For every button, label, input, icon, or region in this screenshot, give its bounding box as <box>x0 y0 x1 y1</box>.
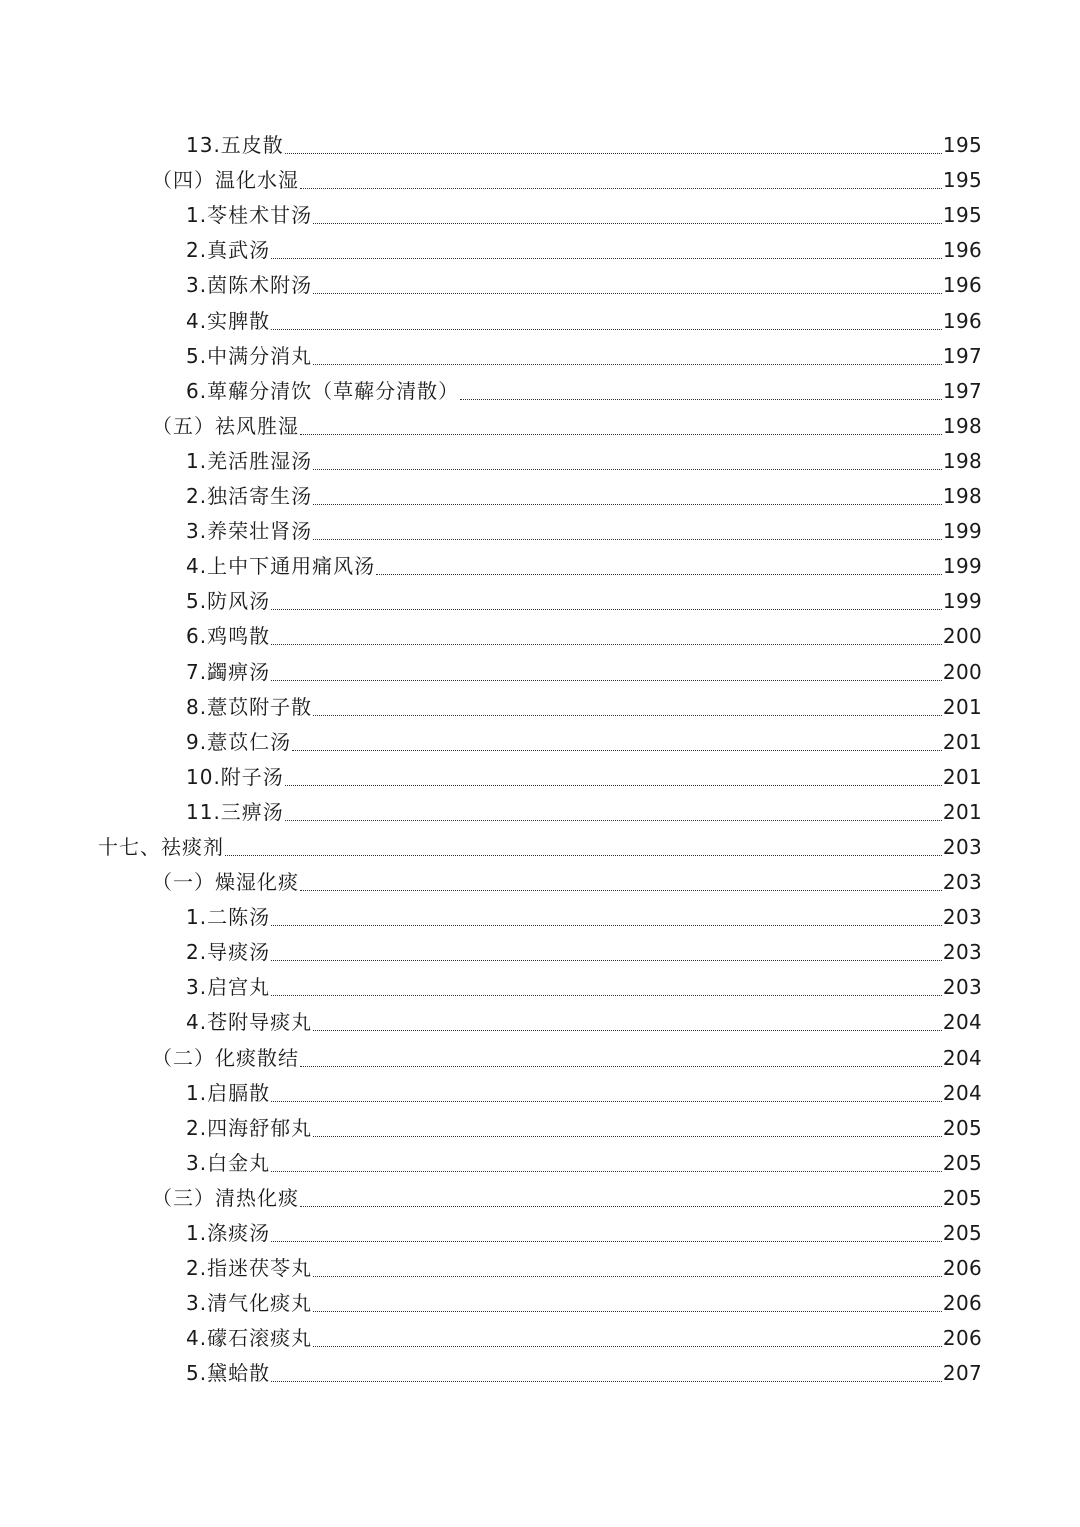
toc-entry-page-number: 195 <box>942 168 982 193</box>
toc-entry-page-number: 205 <box>942 1150 982 1175</box>
dot-leader <box>271 609 942 610</box>
toc-entry[interactable] <box>0 1074 1080 1109</box>
toc-entry[interactable] <box>0 1214 1080 1249</box>
dot-leader <box>271 1101 942 1102</box>
toc-entry-page-number: 204 <box>942 1080 982 1105</box>
toc-entry-page-number: 206 <box>942 1326 982 1351</box>
toc-entry[interactable] <box>0 231 1080 266</box>
toc-entry-page-number: 206 <box>942 1291 982 1316</box>
toc-entry[interactable] <box>0 617 1080 652</box>
toc-entry-page-number: 197 <box>942 343 982 368</box>
toc-entry[interactable] <box>0 793 1080 828</box>
toc-entry-page-number: 195 <box>942 133 982 158</box>
toc-entry-page-number: 198 <box>942 448 982 473</box>
toc-entry-title: 4.礞石滚痰丸 <box>186 1326 313 1351</box>
toc-entry-title: 2.真武汤 <box>186 238 271 263</box>
toc-entry-page-number: 203 <box>942 905 982 930</box>
dot-leader <box>271 995 942 996</box>
dot-leader <box>460 399 942 400</box>
toc-entry[interactable] <box>0 898 1080 933</box>
dot-leader <box>313 223 942 224</box>
toc-entry-title: 3.养荣壮肾汤 <box>186 519 313 544</box>
dot-leader <box>271 1171 942 1172</box>
dot-leader <box>313 539 942 540</box>
toc-entry[interactable] <box>0 933 1080 968</box>
toc-entry[interactable] <box>0 758 1080 793</box>
toc-entry-title: 8.薏苡附子散 <box>186 694 313 719</box>
toc-entry[interactable] <box>0 196 1080 231</box>
toc-entry[interactable] <box>0 828 1080 863</box>
toc-entry-title: 13.五皮散 <box>186 133 284 158</box>
toc-entry[interactable] <box>0 161 1080 196</box>
toc-entry[interactable] <box>0 582 1080 617</box>
toc-entry[interactable] <box>0 126 1080 161</box>
toc-entry-page-number: 200 <box>942 624 982 649</box>
dot-leader <box>313 1030 942 1031</box>
toc-entry[interactable] <box>0 723 1080 758</box>
toc-entry-title: 2.独活寄生汤 <box>186 484 313 509</box>
toc-entry[interactable] <box>0 1144 1080 1179</box>
toc-entry-title: 2.指迷茯苓丸 <box>186 1256 313 1281</box>
toc-entry-page-number: 204 <box>942 1010 982 1035</box>
toc-entry-title: 4.苍附导痰丸 <box>186 1010 313 1035</box>
toc-entry-title: 1.羌活胜湿汤 <box>186 448 313 473</box>
dot-leader <box>313 469 942 470</box>
toc-entry-page-number: 203 <box>942 870 982 895</box>
toc-entry[interactable] <box>0 372 1080 407</box>
toc-entry-title: 十七、祛痰剂 <box>98 834 224 859</box>
dot-leader <box>300 890 942 891</box>
toc-entry-page-number: 197 <box>942 378 982 403</box>
toc-entry-title: （一）燥湿化痰 <box>152 870 299 895</box>
toc-entry-page-number: 201 <box>942 729 982 754</box>
dot-leader <box>271 258 942 259</box>
toc-entry-title: 5.中满分消丸 <box>186 343 313 368</box>
dot-leader <box>225 855 942 856</box>
toc-entry[interactable] <box>0 1179 1080 1214</box>
toc-entry-title: 6.萆薢分清饮（草薢分清散） <box>186 378 460 403</box>
table-of-contents <box>0 126 1080 1389</box>
toc-entry[interactable] <box>0 863 1080 898</box>
toc-entry[interactable] <box>0 407 1080 442</box>
toc-entry[interactable] <box>0 266 1080 301</box>
toc-entry-title: 9.薏苡仁汤 <box>186 729 292 754</box>
dot-leader <box>292 750 942 751</box>
toc-entry-page-number: 203 <box>942 940 982 965</box>
dot-leader <box>313 715 942 716</box>
toc-entry-title: 1.二陈汤 <box>186 905 271 930</box>
dot-leader <box>313 293 942 294</box>
toc-entry[interactable] <box>0 442 1080 477</box>
toc-entry[interactable] <box>0 652 1080 687</box>
toc-entry-page-number: 199 <box>942 554 982 579</box>
toc-entry-title: 2.四海舒郁丸 <box>186 1115 313 1140</box>
toc-entry-title: 2.导痰汤 <box>186 940 271 965</box>
dot-leader <box>313 1311 942 1312</box>
toc-entry-page-number: 198 <box>942 484 982 509</box>
toc-entry[interactable] <box>0 1319 1080 1354</box>
toc-entry-page-number: 201 <box>942 694 982 719</box>
toc-entry[interactable] <box>0 1354 1080 1389</box>
toc-entry[interactable] <box>0 688 1080 723</box>
dot-leader <box>313 1346 942 1347</box>
toc-entry[interactable] <box>0 1038 1080 1073</box>
toc-entry-title: 5.防风汤 <box>186 589 271 614</box>
toc-entry-page-number: 207 <box>942 1361 982 1386</box>
toc-entry-page-number: 196 <box>942 273 982 298</box>
dot-leader <box>376 574 942 575</box>
toc-entry-title: 11.三痹汤 <box>186 799 284 824</box>
toc-entry-page-number: 199 <box>942 519 982 544</box>
toc-entry-page-number: 195 <box>942 203 982 228</box>
dot-leader <box>300 188 942 189</box>
dot-leader <box>285 785 942 786</box>
dot-leader <box>313 1276 942 1277</box>
toc-entry-title: 6.鸡鸣散 <box>186 624 271 649</box>
dot-leader <box>271 1241 942 1242</box>
toc-entry-title: 4.上中下通用痛风汤 <box>186 554 376 579</box>
toc-entry-title: （五）祛风胜湿 <box>152 413 299 438</box>
toc-entry-page-number: 205 <box>942 1185 982 1210</box>
toc-entry-title: 5.黛蛤散 <box>186 1361 271 1386</box>
toc-entry-title: 10.附子汤 <box>186 764 284 789</box>
toc-entry-title: 3.清气化痰丸 <box>186 1291 313 1316</box>
toc-entry-page-number: 200 <box>942 659 982 684</box>
dot-leader <box>300 1206 942 1207</box>
toc-entry-page-number: 205 <box>942 1221 982 1245</box>
toc-entry-page-number: 206 <box>942 1256 982 1281</box>
toc-entry[interactable] <box>0 301 1080 336</box>
toc-entry[interactable] <box>0 1249 1080 1284</box>
toc-entry-title: 7.蠲痹汤 <box>186 659 271 684</box>
toc-entry-page-number: 196 <box>942 238 982 263</box>
toc-entry-page-number: 199 <box>942 589 982 614</box>
dot-leader <box>271 329 942 330</box>
toc-entry[interactable] <box>0 547 1080 582</box>
toc-entry-page-number: 196 <box>942 308 982 333</box>
dot-leader <box>271 1381 942 1382</box>
toc-entry-page-number: 198 <box>942 413 982 438</box>
dot-leader <box>313 1136 942 1137</box>
toc-entry[interactable] <box>0 1003 1080 1038</box>
toc-entry[interactable] <box>0 477 1080 512</box>
toc-entry-page-number: 204 <box>942 1045 982 1070</box>
toc-entry-page-number: 203 <box>942 834 982 859</box>
toc-entry-title: （二）化痰散结 <box>152 1045 299 1070</box>
toc-entry[interactable] <box>0 512 1080 547</box>
toc-entry-title: 1.苓桂术甘汤 <box>186 203 313 228</box>
dot-leader <box>271 960 942 961</box>
toc-entry-page-number: 203 <box>942 975 982 1000</box>
toc-entry-title: 3.茵陈术附汤 <box>186 273 313 298</box>
toc-entry-title: （四）温化水湿 <box>152 168 299 193</box>
dot-leader <box>300 434 942 435</box>
dot-leader <box>313 504 942 505</box>
dot-leader <box>271 644 942 645</box>
toc-entry[interactable] <box>0 1284 1080 1319</box>
toc-entry-title: 1.启膈散 <box>186 1080 271 1105</box>
toc-entry[interactable] <box>0 968 1080 1003</box>
dot-leader <box>313 364 942 365</box>
toc-entry-title: 3.启宫丸 <box>186 975 271 1000</box>
dot-leader <box>285 820 942 821</box>
dot-leader <box>271 680 942 681</box>
toc-entry[interactable] <box>0 1109 1080 1144</box>
dot-leader <box>300 1066 942 1067</box>
dot-leader <box>271 925 942 926</box>
toc-entry-title: （三）清热化痰 <box>152 1185 299 1210</box>
toc-entry-page-number: 201 <box>942 799 982 824</box>
toc-entry-title: 4.实脾散 <box>186 308 271 333</box>
toc-entry-page-number: 201 <box>942 764 982 789</box>
dot-leader <box>285 153 942 154</box>
toc-entry-title: 1.涤痰汤 <box>186 1221 271 1245</box>
toc-entry-page-number: 205 <box>942 1115 982 1140</box>
toc-entry[interactable] <box>0 337 1080 372</box>
toc-entry-title: 3.白金丸 <box>186 1150 271 1175</box>
